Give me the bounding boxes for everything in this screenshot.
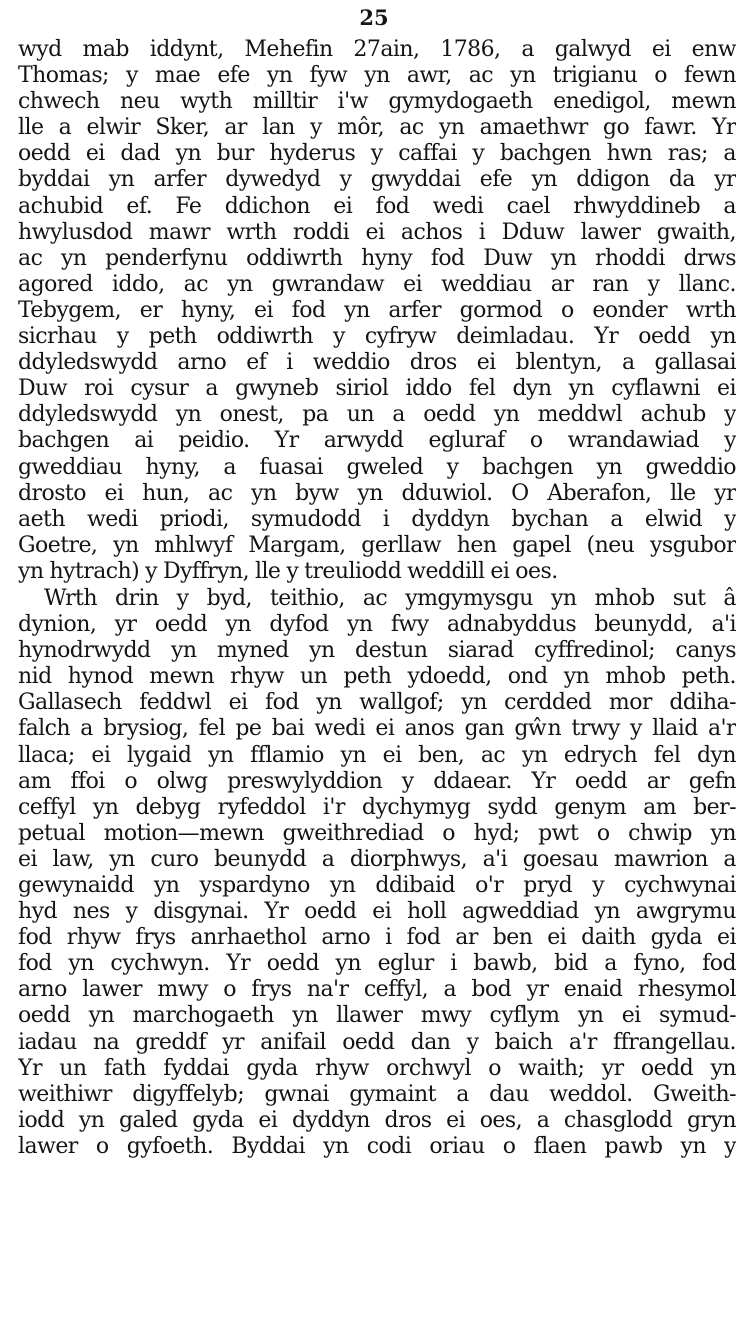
text-line: weithiwr digyffelyb; gwnai gymaint a dau weddol. Gweith- [18, 1081, 736, 1107]
text-line: nid hynod mewn rhyw un peth ydoedd, ond yn mhob peth. [18, 664, 736, 690]
text-line: wyd mab iddynt, Mehefin 27ain, 1786, a galwyd ei enw [18, 37, 736, 62]
text-line: ddyledswydd arno ef i weddio dros ei blentyn, a gallasai [18, 350, 736, 376]
text-line: dynion, yr oedd yn dyfod yn fwy adnabyddus beunydd, a'i [18, 612, 736, 638]
text-line: lle a elwir Sker, ar lan y môr, ac yn amaethwr go fawr. Yr [18, 115, 736, 141]
text-line: ei law, yn curo beunydd a diorphwys, a'i goesau mawrion a [18, 846, 736, 872]
paragraph-2 [18, 586, 736, 1160]
text-line: fod yn cychwyn. Yr oedd yn eglur i bawb, bid a fyno, fod [18, 951, 736, 977]
text-line: agored iddo, ac yn gwrandaw ei weddiau ar ran y llanc. [18, 271, 736, 297]
text-line: falch a brysiog, fel pe bai wedi ei anos gan gŵn trwy y llaid a'r [18, 716, 736, 742]
text-line: Tebygem, er hyny, ei fod yn arfer gormod o eonder wrth [18, 297, 736, 323]
text-line: drosto ei hun, ac yn byw yn dduwiol. O Aberafon, lle yr [18, 480, 736, 506]
text-line: am ffoi o olwg preswylyddion y ddaear. Yr oedd ar gefn [18, 768, 736, 794]
text-line: Yr un fath fyddai gyda rhyw orchwyl o waith; yr oedd yn [18, 1055, 736, 1081]
text-line: Wrth drin y byd, teithio, ac ymgymysgu yn mhob sut â [44, 585, 736, 611]
text-line: ceffyl yn debyg ryfeddol i'r dychymyg sydd genym am ber- [18, 794, 736, 820]
text-line: ac yn penderfynu oddiwrth hyny fod Duw yn rhoddi drws [18, 245, 736, 271]
text-line: Duw roi cysur a gwyneb siriol iddo fel dyn yn cyflawni ei [18, 376, 736, 402]
text-line: oedd ei dad yn bur hyderus y caffai y bachgen hwn ras; a [18, 141, 736, 167]
text-line: yn hytrach) y Dyffryn, lle y treuliodd weddill ei oes. [18, 558, 558, 584]
text-line: Thomas; y mae efe yn fyw yn awr, ac yn trigianu o fewn [18, 63, 736, 89]
text-line: gweddiau hyny, a fuasai gweled y bachgen yn gweddio [18, 454, 736, 480]
text-line: llaca; ei lygaid yn fflamio yn ei ben, ac yn edrych fel dyn [18, 742, 736, 768]
text-line: byddai yn arfer dywedyd y gwyddai efe yn ddigon da yr [18, 167, 736, 193]
text-line: gewynaidd yn yspardyno yn ddibaid o'r pryd y cychwynai [18, 873, 736, 898]
text-line: Gallasech feddwl ei fod yn wallgof; yn cerdded mor ddiha- [18, 690, 736, 716]
text-line: chwech neu wyth milltir i'w gymydogaeth enedigol, mewn [18, 89, 736, 115]
text-line: hynodrwydd yn myned yn destun siarad cyffredinol; canys [18, 638, 736, 664]
text-line: sicrhau y peth oddiwrth y cyfryw deimladau. Yr oedd yn [18, 324, 736, 350]
text-line: ddyledswydd yn onest, pa un a oedd yn meddwl achub y [18, 402, 736, 428]
text-line: hwylusdod mawr wrth roddi ei achos i Dduw lawer gwaith, [18, 219, 736, 245]
text-line: hyd nes y disgynai. Yr oedd ei holl agweddiad yn awgrymu [18, 899, 736, 925]
text-line: achubid ef. Fe ddichon ei fod wedi cael rhwyddineb a [18, 193, 736, 219]
text-line: aeth wedi priodi, symudodd i dyddyn bychan a elwid y [18, 506, 736, 532]
text-line: iodd yn galed gyda ei dyddyn dros ei oes, a chasglodd gryn [18, 1107, 736, 1133]
paragraph-1 [18, 37, 736, 585]
text-line: Goetre, yn mhlwyf Margam, gerllaw hen gapel (neu ysgubor [18, 532, 736, 558]
text-line: petual motion—mewn gweithrediad o hyd; pwt o chwip yn [18, 820, 736, 846]
text-line: arno lawer mwy o frys na'r ceffyl, a bod yr enaid rhesymol [18, 977, 736, 1003]
text-line: lawer o gyfoeth. Byddai yn codi oriau o flaen pawb yn y [18, 1133, 736, 1159]
text-line: fod rhyw frys anrhaethol arno i fod ar ben ei daith gyda ei [18, 925, 736, 951]
page-number: 25 [359, 5, 389, 30]
page-body [18, 37, 736, 1160]
text-line: bachgen ai peidio. Yr arwydd egluraf o wrandawiad y [18, 428, 736, 454]
text-line: iadau na greddf yr anifail oedd dan y baich a'r ffrangellau. [18, 1029, 736, 1055]
text-line: oedd yn marchogaeth yn llawer mwy cyflym yn ei symud- [18, 1003, 736, 1029]
